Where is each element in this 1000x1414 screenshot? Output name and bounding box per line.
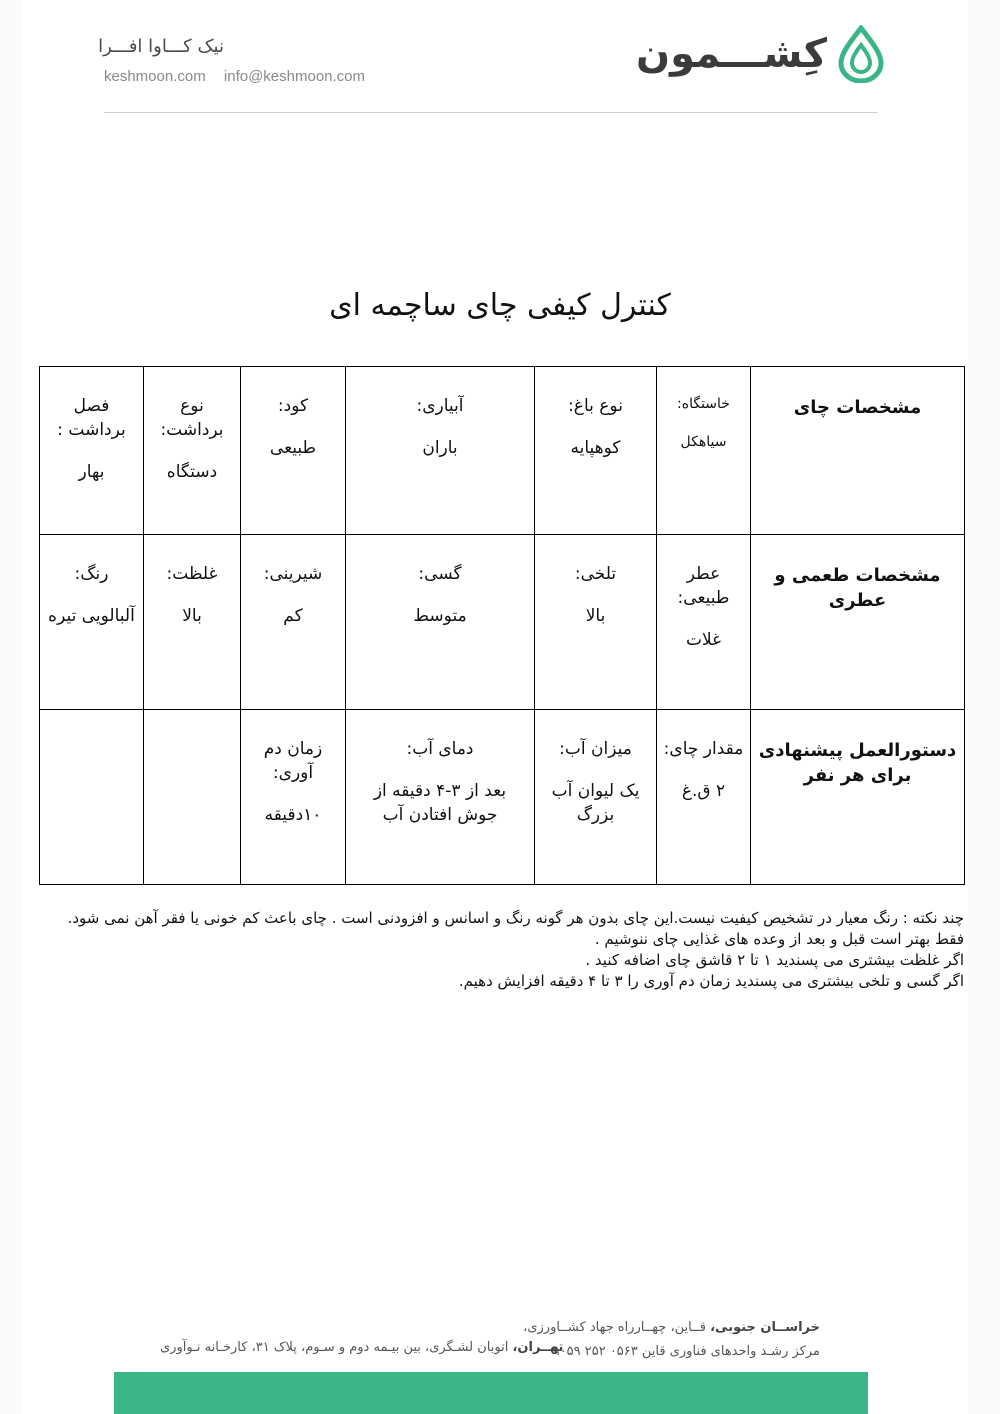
document-title: کنترل کیفی چای ساچمه ای: [329, 288, 671, 323]
header-divider: [104, 112, 878, 113]
cell-value: غلات: [685, 629, 722, 650]
note-paragraph: چند نکته : رنگ معیار در تشخیص کیفیت نیست.این چای بدون هر گونه رنگ و اسانس و افزودنی است . چای باعث کم خونی یا فقر آهن نمی شود. فقط بهتر است قبل و بعد از وعده های غذایی چای ننوشیم .: [67, 909, 964, 948]
cell-label: زمان دم آوری:: [263, 739, 323, 783]
cell-value: ۲ ق.غ: [681, 780, 726, 801]
cell-value: کوهپایه: [570, 437, 621, 458]
cell-sweetness: [241, 535, 346, 710]
footer-address-line: [523, 1316, 820, 1340]
cell-value: بعد از ۳-۴ دقیقه از جوش افتادن آب: [373, 780, 507, 825]
row-header-brewing-instructions: دستورالعمل پیشنهادی برای هر نفر: [751, 710, 965, 885]
tea-spec-table: [39, 366, 965, 885]
cell-value: متوسط: [413, 605, 467, 626]
email-link[interactable]: info@keshmoon.com: [223, 68, 366, 85]
cell-label: نوع برداشت:: [160, 396, 224, 440]
cell-value: باران: [422, 437, 458, 458]
cell-astringency: [346, 535, 535, 710]
cell-label: تلخی:: [574, 564, 617, 584]
company-name: نیک کـــاوا افـــرا: [98, 36, 224, 57]
letterhead: [0, 0, 1000, 120]
cell-value: بالا: [585, 605, 606, 626]
cell-value: سیاهکل: [680, 433, 727, 450]
brand-name: کِشـــمون: [635, 31, 827, 77]
note-paragraph: اگر گسی و تلخی بیشتری می پسندید زمان دم آوری را ۳ تا ۴ دقیقه افزایش دهیم.: [458, 972, 964, 990]
cell-value: بالا: [182, 605, 202, 626]
cell-harvest-season: [40, 367, 144, 535]
footer-address-bold: تهــران،: [512, 1340, 564, 1355]
cell-label: مقدار چای:: [663, 739, 744, 759]
page-margin-right: [968, 0, 1000, 1414]
cell-label: فصل برداشت :: [57, 396, 126, 440]
drop-logo-icon: [837, 25, 885, 83]
cell-origin: [657, 367, 751, 535]
cell-empty: [144, 710, 241, 885]
footer-address-text: اتوبان لشـگری، بین بیـمه دوم و سـوم، پلاک ۳۱، کارخـانه نـوآوری: [160, 1340, 513, 1355]
cell-label: شیرینی:: [263, 564, 323, 584]
cell-value: طبیعی: [269, 437, 317, 458]
table-row: [40, 710, 965, 885]
cell-concentration: [144, 535, 241, 710]
cell-label: غلظت:: [166, 564, 218, 584]
cell-label: آبیاری:: [416, 396, 464, 416]
cell-bitterness: [535, 535, 657, 710]
cell-label: کود:: [277, 396, 309, 416]
footer-address-line: مرکز رشـد واحدهای فناوری قاین ۰۵۶۳ ۲۵۲ ۹۰۵۹: [552, 1344, 820, 1359]
cell-value: بهار: [78, 461, 105, 482]
cell-empty: [40, 710, 144, 885]
notes-section: [60, 908, 964, 992]
footer-address-bold: خراســان جنوبی،: [710, 1320, 820, 1335]
cell-label: خاستگاه:: [677, 396, 730, 412]
row-header-flavor-specs: مشخصات طعمی و عطری: [751, 535, 965, 710]
cell-irrigation: [346, 367, 535, 535]
cell-label: نوع باغ:: [568, 396, 623, 416]
cell-label: گسی:: [418, 564, 462, 584]
cell-fertilizer: [241, 367, 346, 535]
brand: [636, 24, 885, 84]
cell-garden-type: [535, 367, 657, 535]
website-link[interactable]: keshmoon.com: [104, 68, 206, 85]
cell-tea-amount: [657, 710, 751, 885]
cell-water-amount: [535, 710, 657, 885]
row-header-tea-specs: مشخصات چای: [751, 367, 965, 535]
footer-address-text: قــاین، چهــارراه جهاد کشــاورزی،: [523, 1320, 711, 1335]
page-margin-left: [0, 0, 22, 1414]
table-row: [40, 535, 965, 710]
cell-natural-aroma: [657, 535, 751, 710]
contact-line: [104, 68, 379, 85]
cell-value: آلبالویی تیره: [48, 605, 135, 626]
cell-value: کم: [283, 605, 303, 626]
footer-address-tehran: [160, 1340, 563, 1355]
cell-value: یک لیوان آب بزرگ: [551, 780, 640, 825]
cell-value: ۱۰دقیقه: [264, 804, 322, 825]
cell-water-temperature: [346, 710, 535, 885]
cell-value: دستگاه: [166, 461, 218, 482]
cell-label: رنگ:: [74, 564, 109, 584]
note-paragraph: اگر غلظت بیشتری می پسندید ۱ تا ۲ قاشق چای اضافه کنید .: [585, 951, 964, 969]
table-row: [40, 367, 965, 535]
footer-address-khorasan: [523, 1316, 820, 1364]
cell-harvest-type: [144, 367, 241, 535]
cell-color: [40, 535, 144, 710]
cell-label: دمای آب:: [406, 739, 474, 759]
cell-brewing-time: [241, 710, 346, 885]
cell-label: میزان آب:: [559, 739, 632, 759]
cell-label: عطر طبیعی:: [677, 564, 730, 608]
footer-color-bar: [114, 1372, 868, 1414]
